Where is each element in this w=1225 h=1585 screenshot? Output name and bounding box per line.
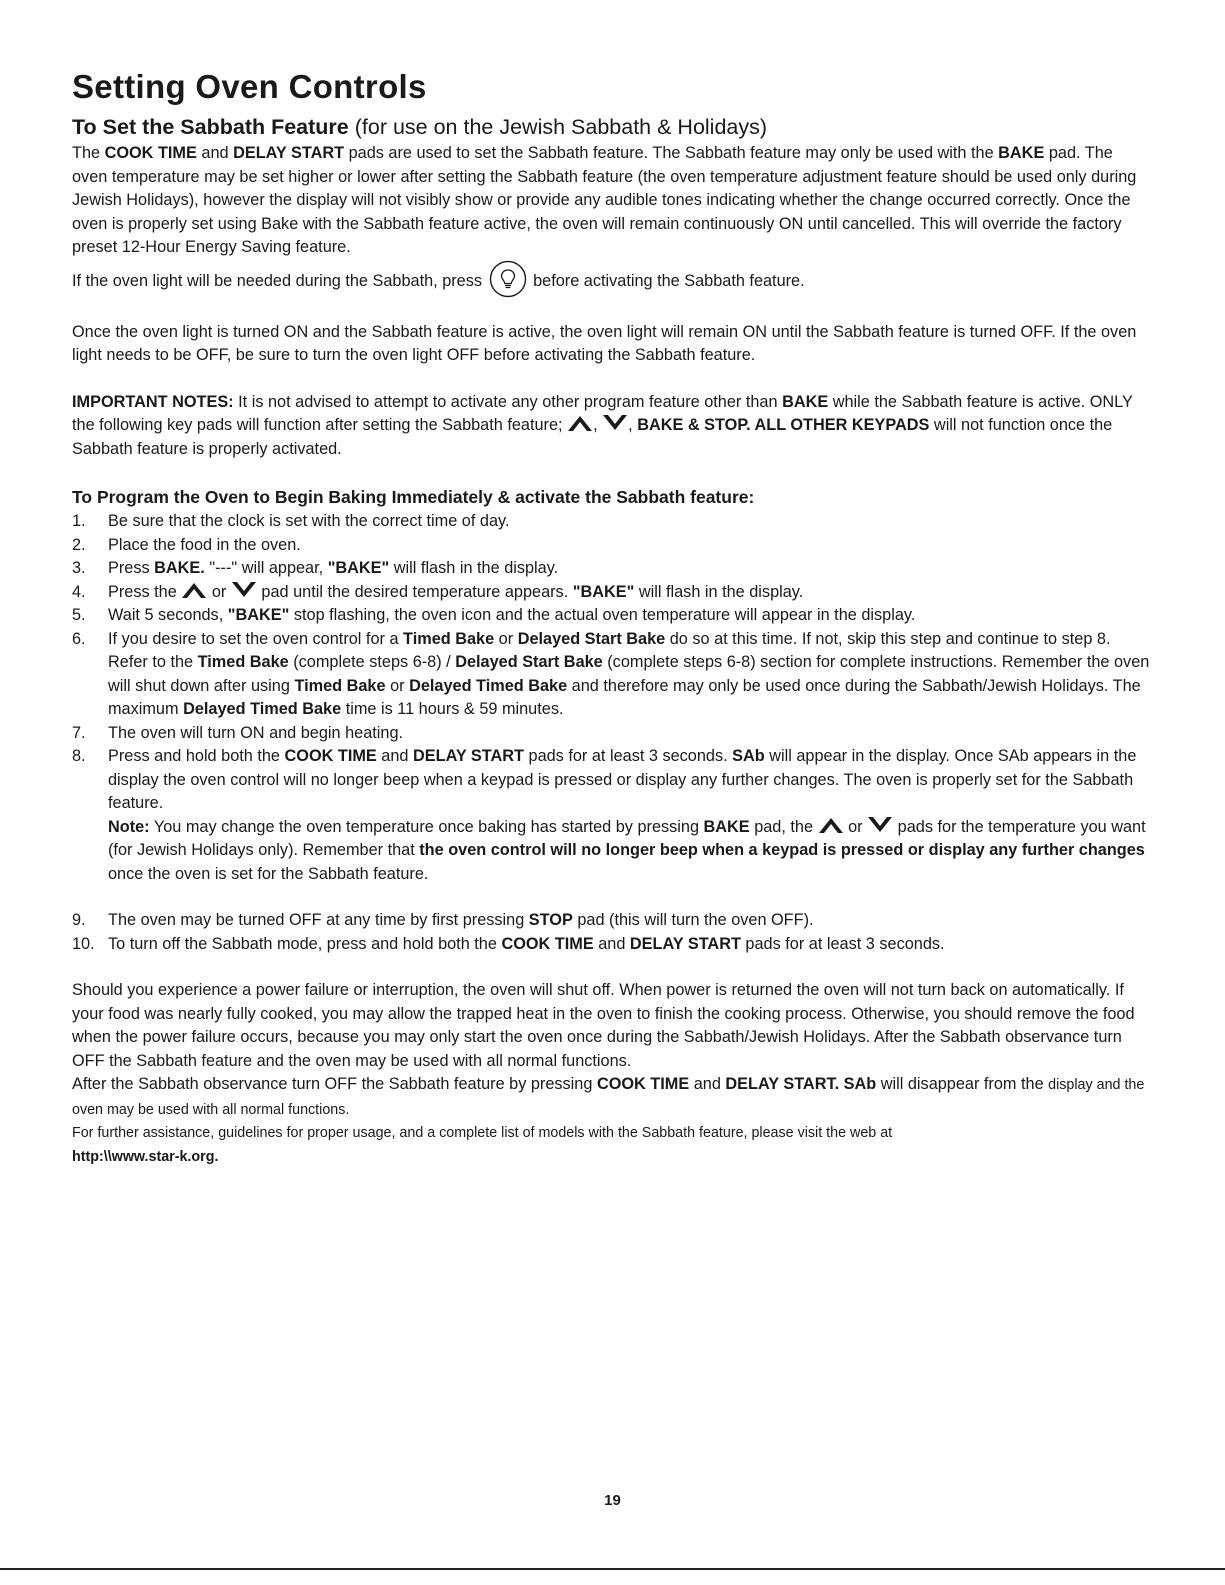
page-number: 19	[604, 1492, 621, 1509]
bottom-divider	[0, 1568, 1225, 1570]
section-subtitle: To Set the Sabbath Feature (for use on the Jewish Sabbath & Holidays)	[72, 115, 768, 139]
light-bulb-icon	[489, 260, 527, 298]
steps-list-continued	[72, 909, 1152, 956]
list-item: 3. Press BAKE. "---" will appear, "BAKE" will flash in the display.	[72, 559, 559, 577]
manual-page	[72, 64, 1152, 1169]
list-item: 5. Wait 5 seconds, "BAKE" stop flashing, the oven icon and the actual oven temperature will appear in the display.	[72, 606, 916, 624]
page-title: Setting Oven Controls	[72, 68, 427, 105]
list-item: 1. Be sure that the clock is set with the correct time of day.	[72, 512, 510, 530]
star-k-link[interactable]: http:\\www.star-k.org.	[72, 1148, 219, 1165]
down-arrow-icon	[602, 414, 628, 432]
up-arrow-icon	[181, 581, 207, 599]
oven-light-paragraph: If the oven light will be needed during the Sabbath, press before activating the Sabbath feature.	[72, 260, 1152, 298]
list-item: 2. Place the food in the oven.	[72, 535, 301, 554]
up-arrow-icon	[567, 414, 593, 432]
list-item: 10. To turn off the Sabbath mode, press and hold both the COOK TIME and DELAY START pads for at least 3 seconds.	[72, 934, 945, 953]
list-item: 9. The oven may be turned OFF at any time by first pressing STOP pad (this will turn the oven OFF).	[72, 911, 814, 929]
up-arrow-icon	[818, 816, 844, 834]
down-arrow-icon	[231, 581, 257, 599]
list-item: 4. Press the or pad until the desired temperature appears. "BAKE" will flash in the display.	[72, 582, 804, 601]
list-item: 7. The oven will turn ON and begin heating.	[72, 723, 404, 742]
important-notes: IMPORTANT NOTES: It is not advised to attempt to activate any other program feature other than BAKE while the Sabbath feature is active. ONLY the following key pads will function after setting the Sabbath feature; , , BAKE & STOP. ALL OTHER KEYPADS will not function once the Sabbath feature is properly activated.	[72, 392, 1133, 458]
list-item: 8. Press and hold both the COOK TIME and DELAY START pads for at least 3 seconds. SAb will appear in the display. Once SAb appears in the display the oven control will no longer beep when a keypad is pressed or display any further changes. The oven is properly set for the Sabbath feature. Note: You may change the oven temperature once baking has started by pressing BAKE pad, the or pads for the temperature you want (for Jewish Holidays only). Remember that the oven control will no longer beep when a keypad is pressed or display any further changes once the oven is set for the Sabbath feature.	[72, 747, 1146, 883]
oven-light-on-paragraph: Once the oven light is turned ON and the Sabbath feature is active, the oven light will remain ON until the Sabbath feature is turned OFF. If the oven light needs to be OFF, be sure to turn the oven light OFF before activating the Sabbath feature.	[72, 322, 1137, 364]
power-failure-paragraph: Should you experience a power failure or interruption, the oven will shut off. When power is returned the oven will not turn back on automatically. If your food was nearly fully cooked, you may allow the trapped heat in the oven to finish the cooking process. Otherwise, you should remove the food when the power failure occurs, because you may only start the oven once during the Sabbath/Jewish Holidays. After the Sabbath observance turn OFF the Sabbath feature and the oven may be used with all normal functions.	[72, 981, 1135, 1070]
after-sabbath-paragraph: After the Sabbath observance turn OFF the Sabbath feature by pressing COOK TIME and DELAY START. SAb will disappear from the display and the oven may be used with all normal functions.	[72, 1075, 1145, 1118]
assistance-paragraph: For further assistance, guidelines for proper usage, and a complete list of models with the Sabbath feature, please visit the web at	[72, 1125, 893, 1141]
down-arrow-icon	[867, 816, 893, 834]
intro-paragraph: The COOK TIME and DELAY START pads are used to set the Sabbath feature. The Sabbath feature may only be used with the BAKE pad. The oven temperature may be set higher or lower after setting the Sabbath feature (the oven temperature adjustment feature should be used only during Jewish Holidays), however the display will not visibly show or provide any audible tones indicating whether the change occurred correctly. Once the oven is properly set using Bake with the Sabbath feature active, the oven will remain continuously ON until cancelled. This will override the factory preset 12-Hour Energy Saving feature.	[72, 144, 1137, 256]
list-item: 6. If you desire to set the oven control for a Timed Bake or Delayed Start Bake do so at this time. If not, skip this step and continue to step 8. Refer to the Timed Bake (complete steps 6-8) / Delayed Start Bake (complete steps 6-8) section for complete instructions. Remember the oven will shut down after using Timed Bake or Delayed Timed Bake and therefore may only be used once during the Sabbath/Jewish Holidays. The maximum Delayed Timed Bake time is 11 hours & 59 minutes.	[72, 629, 1150, 718]
steps-list	[72, 510, 1152, 886]
steps-heading: To Program the Oven to Begin Baking Immediately & activate the Sabbath feature:	[72, 487, 755, 507]
